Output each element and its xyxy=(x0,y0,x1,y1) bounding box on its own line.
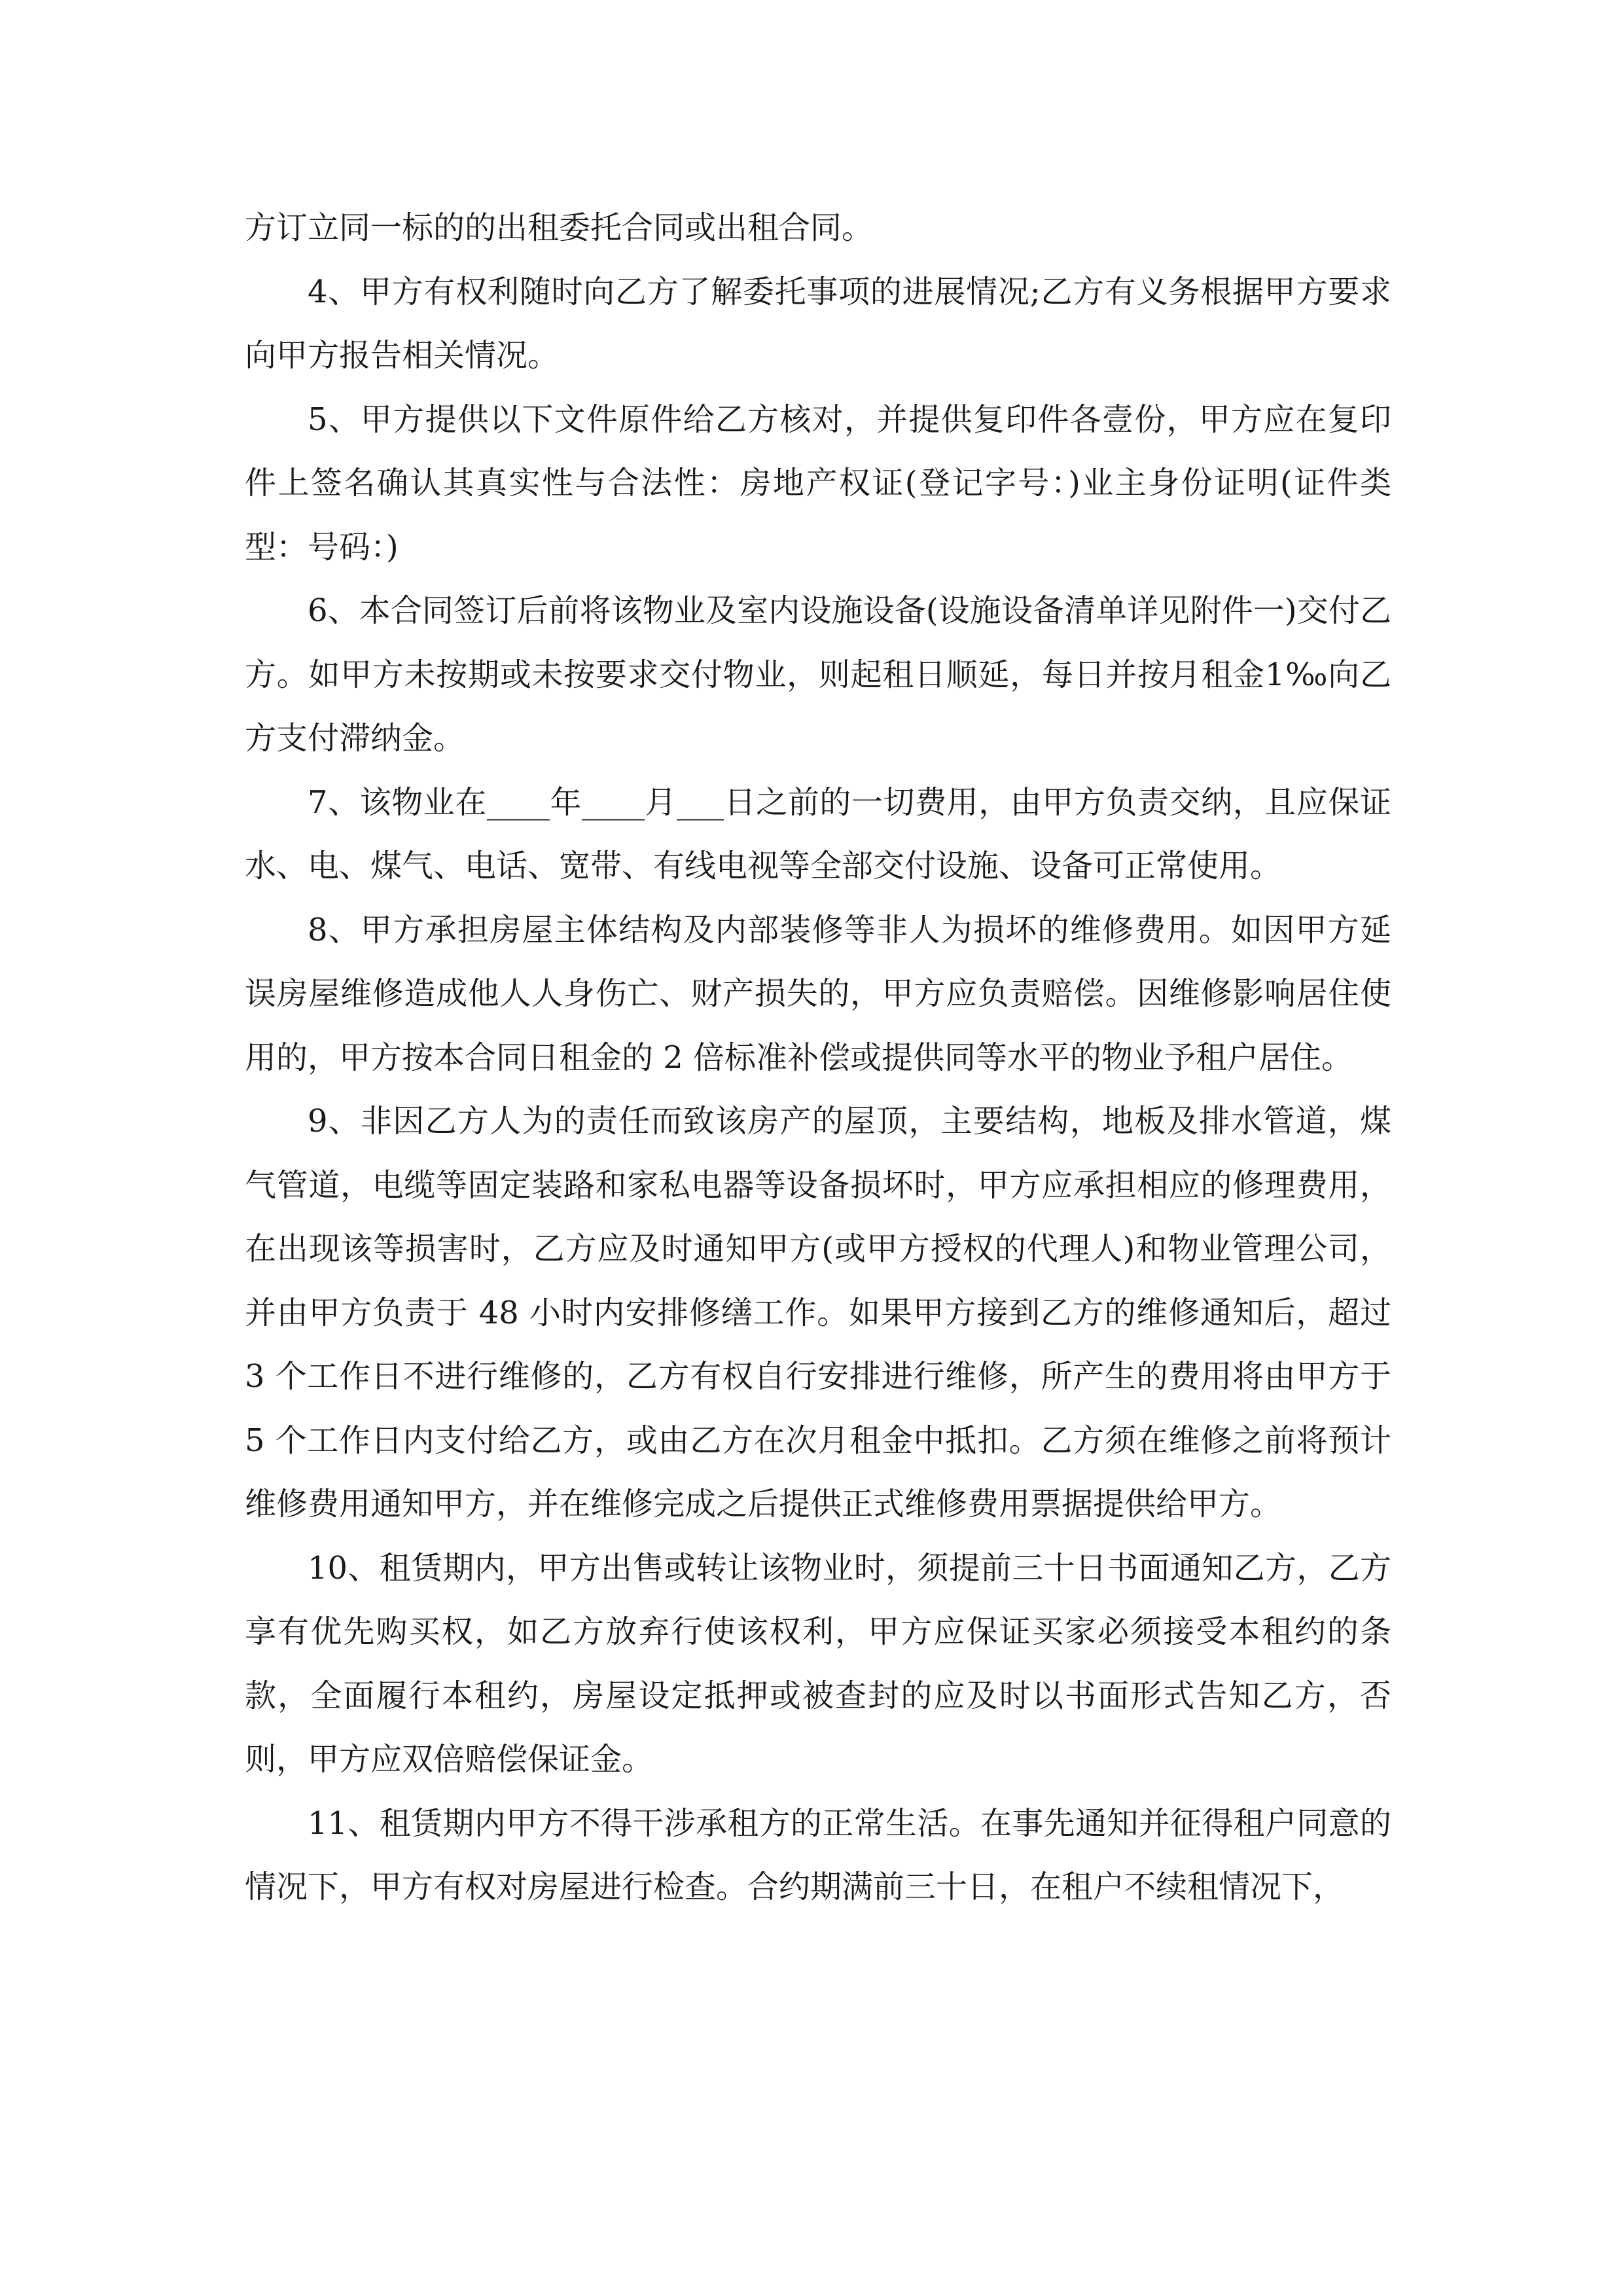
document-page xyxy=(245,196,1391,1920)
clause-4: 4、甲方有权利随时向乙方了解委托事项的进展情况;乙方有义务根据甲方要求向甲方报告相关情况。 xyxy=(245,273,1391,374)
clause-7: 7、该物业在____年____月___日之前的一切费用，由甲方负责交纳，且应保证水、电、煤气、电话、宽带、有线电视等全部交付设施、设备可正常使用。 xyxy=(245,783,1391,884)
clause-6: 6、本合同签订后前将该物业及室内设施设备(设施设备清单详见附件一)交付乙方。如甲方未按期或未按要求交付物业，则起租日顺延，每日并按月租金1‰向乙方支付滞纳金。 xyxy=(245,592,1391,757)
clause-9: 9、非因乙方人为的责任而致该房产的屋顶，主要结构，地板及排水管道，煤气管道，电缆等固定装路和家私电器等设备损坏时，甲方应承担相应的修理费用，在出现该等损害时，乙方应及时通知甲方(或甲方授权的代理人)和物业管理公司，并由甲方负责于 48 小时内安排修缮工作。如果甲方接到乙方的维修通知后，超过 3 个工作日不进行维修的，乙方有权自行安排进行维修，所产生的费用将由甲方于 5 个工作日内支付给乙方，或由乙方在次月租金中抵扣。乙方须在维修之前将预计维修费用通知甲方，并在维修完成之后提供正式维修费用票据提供给甲方。 xyxy=(245,1103,1391,1522)
clause-8: 8、甲方承担房屋主体结构及内部装修等非人为损坏的维修费用。如因甲方延误房屋维修造成他人人身伤亡、财产损失的，甲方应负责赔偿。因维修影响居住使用的，甲方按本合同日租金的 2 倍标准补偿或提供同等水平的物业予租户居住。 xyxy=(245,911,1391,1076)
paragraph-continuation: 方订立同一标的的出租委托合同或出租合同。 xyxy=(245,209,874,246)
clause-11: 11、租赁期内甲方不得干涉承租方的正常生活。在事先通知并征得租户同意的情况下，甲方有权对房屋进行检查。合约期满前三十日，在租户不续租情况下， xyxy=(245,1804,1391,1905)
clause-10: 10、租赁期内，甲方出售或转让该物业时，须提前三十日书面通知乙方，乙方享有优先购买权，如乙方放弃行使该权利，甲方应保证买家必须接受本租约的条款，全面履行本租约，房屋设定抵押或被查封的应及时以书面形式告知乙方，否则，甲方应双倍赔偿保证金。 xyxy=(245,1549,1391,1778)
clause-5: 5、甲方提供以下文件原件给乙方核对，并提供复印件各壹份，甲方应在复印件上签名确认其真实性与合法性：房地产权证(登记字号：)业主身份证明(证件类型：号码：) xyxy=(245,401,1391,565)
